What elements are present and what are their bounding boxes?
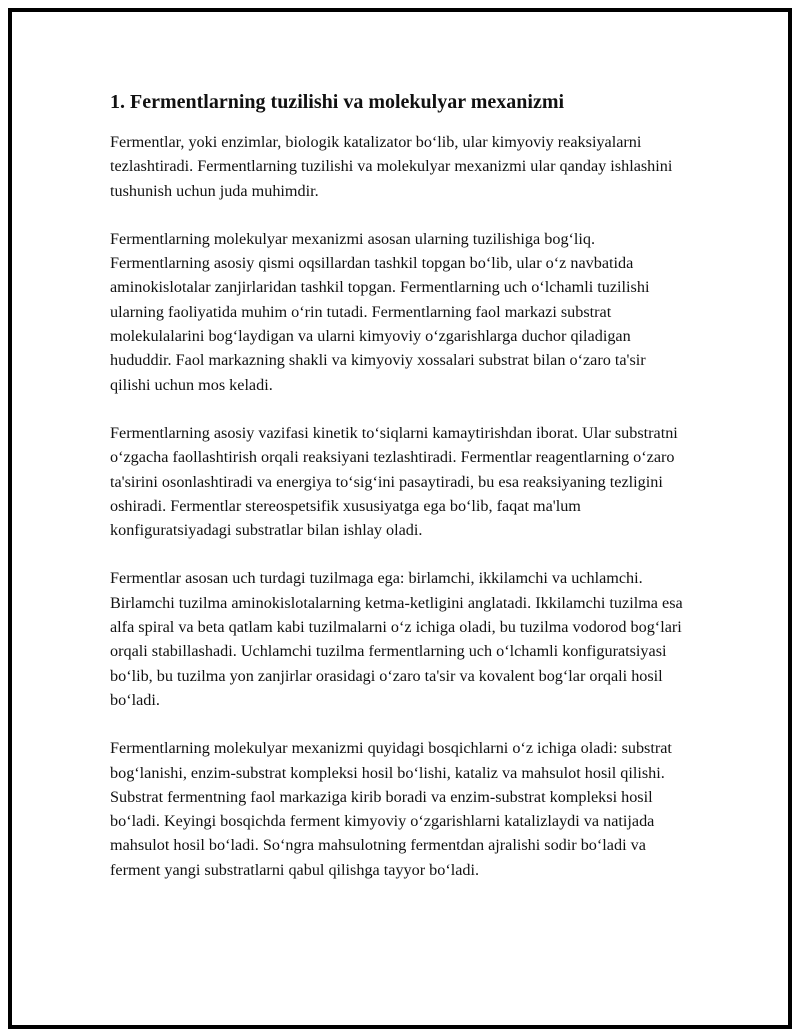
paragraph-structure-levels: Fermentlar asosan uch turdagi tuzilmaga ega: birlamchi, ikkilamchi va uchlamchi. Birlamchi tuzilma aminokislotalarning ketma-ketligini anglatadi. Ikkilamchi tuzilma esa alfa spiral va beta qatlam kabi tuzilmalarni o‘z ichiga oladi, bu tuzilma vodorod bog‘lari orqali stabillashadi. Uchlamchi tuzilma fermentlarning uch o‘lchamli konfiguratsiyasi bo‘lib, bu tuzilma yon zanjirlar orasidagi o‘zaro ta'sir va kovalent bog‘lar orqali hosil bo‘ladi. [110, 569, 683, 709]
paragraph-function: Fermentlarning asosiy vazifasi kinetik to‘siqlarni kamaytirishdan iborat. Ular substratni o‘zgacha faollashtirish orqali reaksiyani tezlashtiradi. Fermentlar reagentlarning o‘zaro ta'sirini osonlashtiradi va energiya to‘sig‘ini pasaytiradi, bu esa reaksiyaning tezligini oshiradi. Fermentlar stereospetsifik xususiyatga ega bo‘lib, faqat ma'lum konfiguratsiyadagi substratlar bilan ishlay oladi. [110, 423, 678, 540]
section-title: 1. Fermentlarning tuzilishi va molekulyar mexanizmi [110, 91, 565, 113]
paragraph-intro: Fermentlar, yoki enzimlar, biologik katalizator bo‘lib, ular kimyoviy reaksiyalarni tezlashtiradi. Fermentlarning tuzilishi va molekulyar mexanizmi ular qanday ishlashini tushunish uchun juda muhimdir. [110, 133, 673, 200]
paragraph-stages: Fermentlarning molekulyar mexanizmi quyidagi bosqichlarni o‘z ichiga oladi: substrat bog‘lanishi, enzim-substrat kompleksi hosil bo‘lishi, kataliz va mahsulot hosil qilishi. Substrat fermentning faol markaziga kirib boradi va enzim-substrat kompleksi hosil bo‘ladi. Keyingi bosqichda ferment kimyoviy o‘zgarishlarni katalizlaydi va natijada mahsulot hosil bo‘ladi. So‘ngra mahsulotning fermentdan ajralishi sodir bo‘ladi va ferment yangi substratlarni qabul qilishga tayyor bo‘ladi. [110, 739, 672, 879]
document-body [110, 88, 690, 906]
paragraph-mechanism: Fermentlarning molekulyar mexanizmi asosan ularning tuzilishiga bog‘liq. Fermentlarning asosiy qismi oqsillardan tashkil topgan bo‘lib, ular o‘z navbatida aminokislotalar zanjirlaridan tashkil topgan. Fermentlarning uch o‘lchamli tuzilishi ularning faoliyatida muhim o‘rin tutadi. Fermentlarning faol markazi substrat molekulalarini bog‘laydigan va ularni kimyoviy o‘zgarishlarga duchor qiladigan hududdir. Faol markazning shakli va kimyoviy xossalari substrat bilan o‘zaro ta'sir qilishi uchun mos keladi. [110, 229, 650, 394]
